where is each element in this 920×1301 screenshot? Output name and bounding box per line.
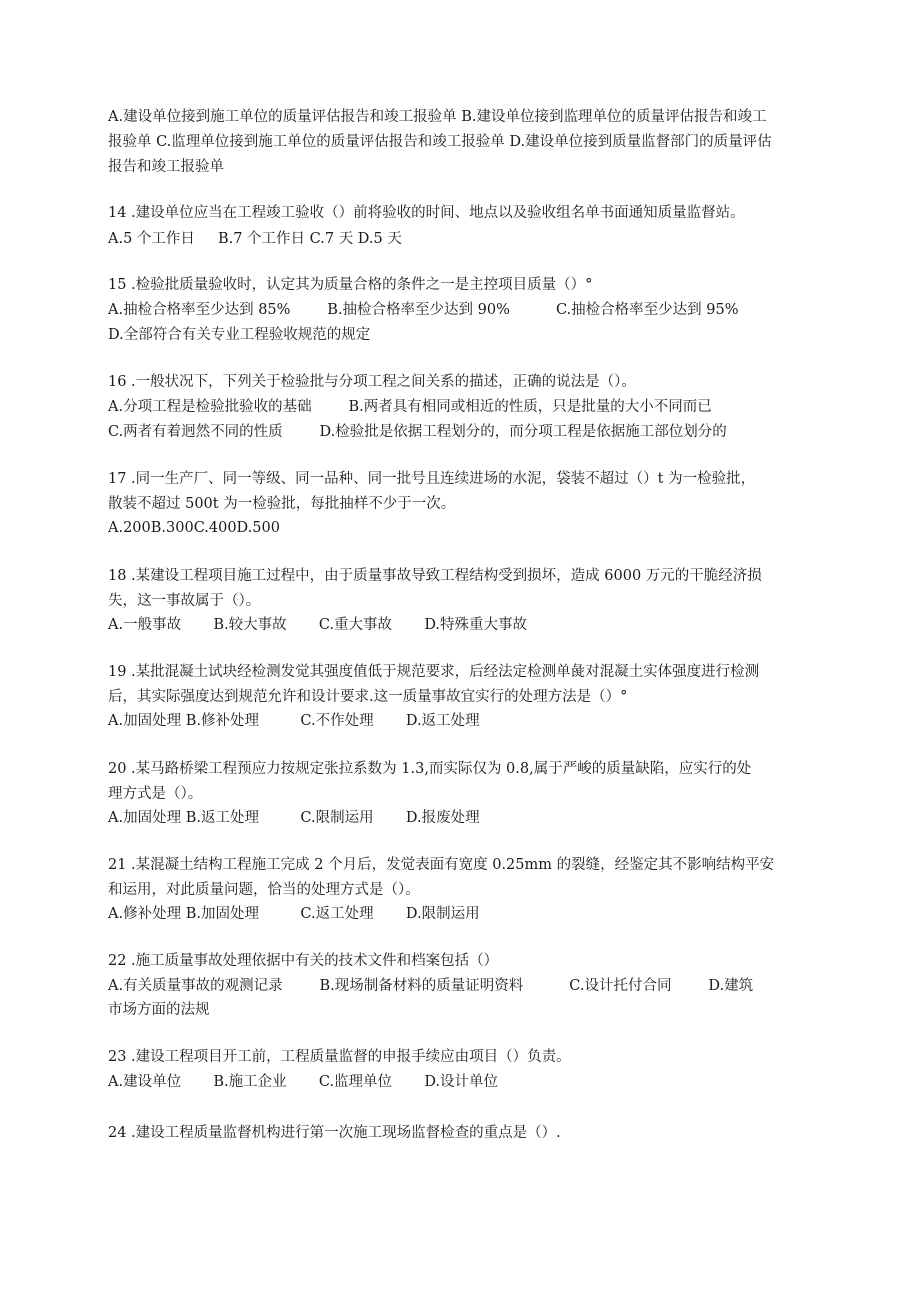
question-21-stem: 和运用，对此质量问题，恰当的处理方式是（）。 <box>108 882 420 898</box>
option-line: 报告和竣工报验单 <box>108 159 224 175</box>
question-20-options: A.加固处理 B.返工处理 C.限制运用 D.报废处理 <box>108 810 480 826</box>
question-17-stem: 散装不超过 500t 为一检验批，每批抽样不少于一次。 <box>108 496 456 512</box>
question-14-options: A.5 个工作日 B.7 个工作日 C.7 天 D.5 天 <box>108 231 402 247</box>
question-21-stem: 21 .某混凝土结构工程施工完成 2 个月后，发觉表面有宽度 0.25mm 的裂缝，经鉴定其不影响结构平安 <box>108 857 775 873</box>
question-19-stem: 19 .某批混凝土试块经检测发觉其强度值低于规范要求，后经法定检测单彘对混凝土实体强度进行检测 <box>108 664 760 680</box>
option-line: 报验单 C.监理单位接到施工单位的质量评估报告和竣工报验单 D.建设单位接到质量监督部门的质量评估 <box>108 134 772 150</box>
question-22-stem: 22 .施工质量事故处理依据中有关的技术文件和档案包括（） <box>108 953 499 969</box>
question-21-options: A.修补处理 B.加固处理 C.返工处理 D.限制运用 <box>108 906 480 922</box>
question-18-stem: 失，这一事故属于（）。 <box>108 593 261 609</box>
question-23-stem: 23 .建设工程项目开工前，工程质量监督的申报手续应由项目（）负责。 <box>108 1049 571 1065</box>
question-16-options: C.两者有着迥然不同的性质 D.检验批是依据工程划分的，而分项工程是依据施工部位划分的 <box>108 424 727 440</box>
question-22-options: A.有关质量事故的观测记录 B.现场制备材料的质量证明资料 C.设计托付合同 D.建筑 <box>108 978 754 994</box>
question-19-stem: 后，其实际强度达到规范允许和设计要求.这一质量事故宜实行的处理方法是（）° <box>108 689 628 705</box>
question-17-stem: 17 .同一生产厂、同一等级、同一品种、同一批号且连续进场的水泥，袋装不超过（）t 为一检验批， <box>108 471 756 487</box>
question-16-options: A.分项工程是检验批验收的基础 B.两者具有相同或相近的性质，只是批量的大小不同而已 <box>108 399 712 415</box>
question-16-stem: 16 .一般状况下，下列关于检验批与分项工程之间关系的描述，正确的说法是（）。 <box>108 374 636 390</box>
question-14-stem: 14 .建设单位应当在工程竣工验收（）前将验收的时间、地点以及验收组名单书面通知质量监督站。 <box>108 205 745 221</box>
option-line: A.建设单位接到施工单位的质量评估报告和竣工报验单 B.建设单位接到监理单位的质量评估报告和竣工 <box>108 109 767 125</box>
question-18-options: A.一般事故 B.较大事故 C.重大事故 D.特殊重大事故 <box>108 617 528 633</box>
question-20-stem: 理方式是（）。 <box>108 786 203 802</box>
question-15-options: D.全部符合有关专业工程验收规范的规定 <box>108 327 371 343</box>
question-20-stem: 20 .某马路桥梁工程预应力按规定张拉系数为 1.3,而实际仅为 0.8,属于严峻的质量缺陷，应实行的处 <box>108 761 752 777</box>
question-22-options: 市场方面的法规 <box>108 1002 210 1018</box>
question-24-stem: 24 .建设工程质量监督机构进行第一次施工现场监督检查的重点是（）. <box>108 1125 561 1141</box>
question-19-options: A.加固处理 B.修补处理 C.不作处理 D.返工处理 <box>108 713 480 729</box>
question-15-options: A.抽检合格率至少达到 85% B.抽检合格率至少达到 90% C.抽检合格率至少达到 95% <box>108 302 739 318</box>
question-18-stem: 18 .某建设工程项目施工过程中，由于质量事故导致工程结构受到损坏，造成 6000 万元的干脆经济损 <box>108 568 762 584</box>
question-23-options: A.建设单位 B.施工企业 C.监理单位 D.设计单位 <box>108 1074 499 1090</box>
question-15-stem: 15 .检验批质量验收时，认定其为质量合格的条件之一是主控项目质量（）° <box>108 277 593 293</box>
question-17-options: A.200B.300C.400D.500 <box>108 520 280 536</box>
